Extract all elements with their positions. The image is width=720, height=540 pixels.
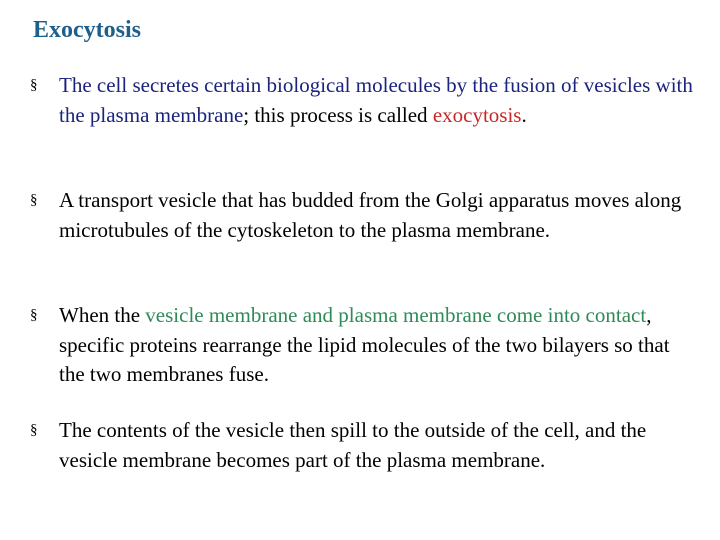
bullet-1-highlight-text: The cell secretes certain biological molecules by the fusion of vesicles with the plasma membrane [59,73,693,127]
bullet-item-2 [30,186,700,245]
bullet-text-4: The contents of the vesicle then spill to the outside of the cell, and the vesicle membrane becomes part of the plasma membrane. [59,418,647,472]
bullet-1-plain-text: ; this process is called [243,102,433,127]
bullet-3-prefix: When the [59,303,146,327]
bullet-1-period: . [521,102,527,127]
bullet-3-rest: , specific proteins rearrange the lipid molecules of the two bilayers so that the two membranes fuse. [59,303,670,386]
bullet-text-3 [59,301,700,390]
bullet-item-4 [30,416,700,475]
bullet-1-keyword: exocytosis [432,102,522,127]
slide-title: Exocytosis [33,17,141,43]
bullet-text-2: A transport vesicle that has budded from the Golgi apparatus moves along microtubules of the cytoskeleton to the plasma membrane. [59,188,682,242]
bullet-3-highlight-text: vesicle membrane and plasma membrane come into contact [145,303,647,327]
bullet-marker-icon: § [30,422,38,438]
bullet-marker-icon: § [30,77,38,93]
bullet-item-1 [30,71,700,130]
bullet-marker-icon: § [30,192,38,208]
bullet-item-3 [30,301,700,390]
bullet-marker-icon: § [30,307,38,323]
bullet-text-1 [59,71,700,130]
